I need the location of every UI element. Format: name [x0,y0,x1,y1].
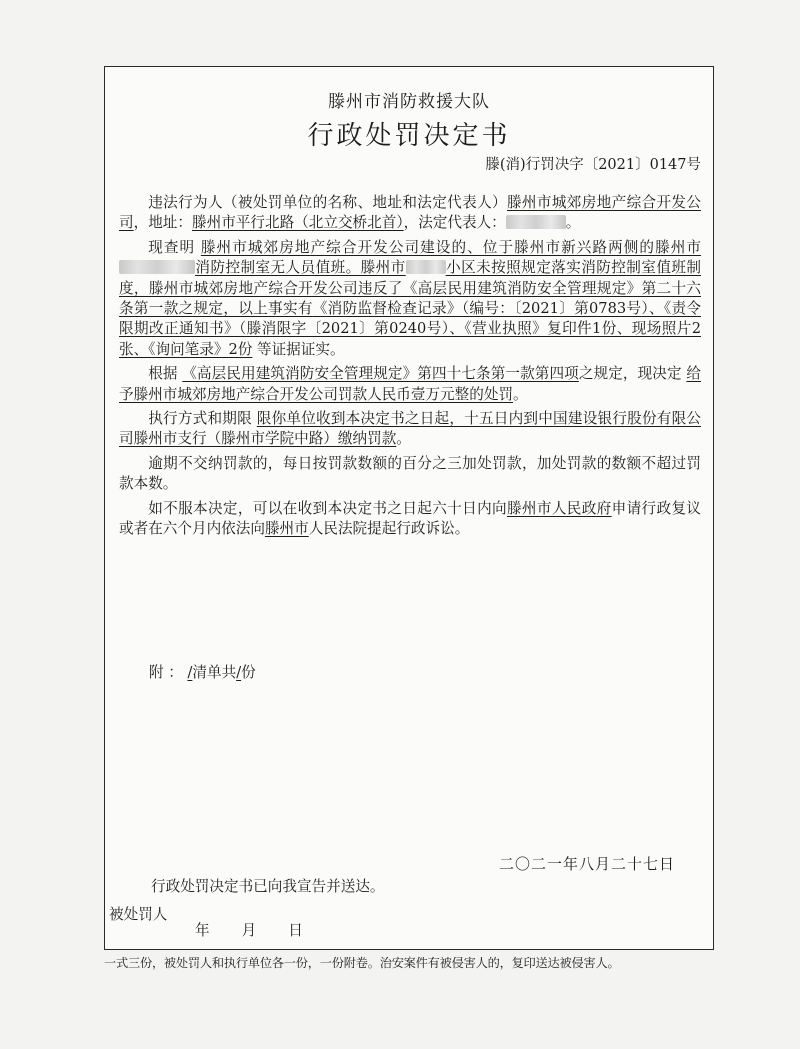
decision-date: 二〇二一年八月二十七日 [498,855,675,873]
punished-party-label: 被处罚人 [109,906,168,923]
document-body [119,193,701,540]
appeal-paragraph: 如不服本决定，可以在收到本决定书之日起六十日内向滕州市人民政府申请行政复议或者在六个月内依法向滕州市人民法院提起行政诉讼。 [119,499,701,538]
document-title: 行政处罚决定书 [307,121,511,151]
legal-basis: 《高层民用建筑消防安全管理规定》第四十七条第一款第四项 [182,365,579,383]
facts-paragraph: 现查明 滕州市城郊房地产综合开发公司建设的、位于滕州市新兴路两侧的滕州市消防控制室无人员值班。滕州市 小区未按照规定落实消防控制室值班制度，滕州市城郊房地产综合开发公司违反了《高层民用建筑消防安全管理规定》第二十六条第一款之规定，以上事实有《消防监督检查记录》（编号：〔2021〕第0783号）、《责令限期改正通知书》（滕消限字〔2021〕第0240号）、《营业执照》复印件1份、现场照片2张、《询问笔录》2份 等证据证实。 [119,238,701,358]
redacted-representative [506,215,566,229]
signature-date: 年 月 日 [195,922,303,939]
violator-address: 滕州市平行北路（北立交桥北首） [192,214,404,232]
court-name: 滕州市 [264,520,309,538]
attachment-line: 附 ： /清单共/份 [149,664,256,681]
violator-name: 滕州市城郊房地产综合开发公司 [119,194,701,232]
document-number: 滕(消)行罚决字〔2021〕0147号 [485,157,701,173]
served-statement: 行政处罚决定书已向我宣告并送达。 [151,878,385,895]
review-authority: 滕州市人民政府 [506,499,612,517]
redacted-community [406,260,446,274]
agency-name: 滕州市消防救援大队 [328,92,490,112]
penalty-decision: 给予滕州市城郊房地产综合开发公司罚款人民币壹万元整的处罚 [119,365,701,403]
document-frame [104,66,714,950]
execution-paragraph: 执行方式和期限 限你单位收到本决定书之日起，十五日内到中国建设银行股份有限公司滕州市支行（滕州市学院中路）缴纳罚款。 [119,410,701,448]
execution-content: 限你单位收到本决定书之日起，十五日内到中国建设银行股份有限公司滕州市支行（滕州市学院中路）缴纳罚款 [119,410,701,448]
basis-paragraph: 根据 《高层民用建筑消防安全管理规定》第四十七条第一款第四项之规定，现决定 给予滕州市城郊房地产综合开发公司罚款人民币壹万元整的处罚。 [119,365,701,403]
evidence-list: 《消防监督检查记录》（编号：〔2021〕第0783号）、《责令限期改正通知书》（滕消限字〔2021〕第0240号）、《营业执照》复印件1份、现场照片2张、《询问笔录》2份 [119,300,701,358]
redacted-location [119,260,195,274]
overdue-paragraph: 逾期不交纳罚款的，每日按罚款数额的百分之三加处罚款，加处罚款的数额不超过罚款本数。 [119,454,701,493]
footer-note: 一式三份，被处罚人和执行单位各一份，一份附卷。治安案件有被侵害人的，复印送达被侵害人。 [104,956,620,970]
violator-paragraph: 违法行为人（被处罚单位的名称、地址和法定代表人）滕州市城郊房地产综合开发公司，地址：滕州市平行北路（北立交桥北首），法定代表人： 。 [119,194,701,232]
